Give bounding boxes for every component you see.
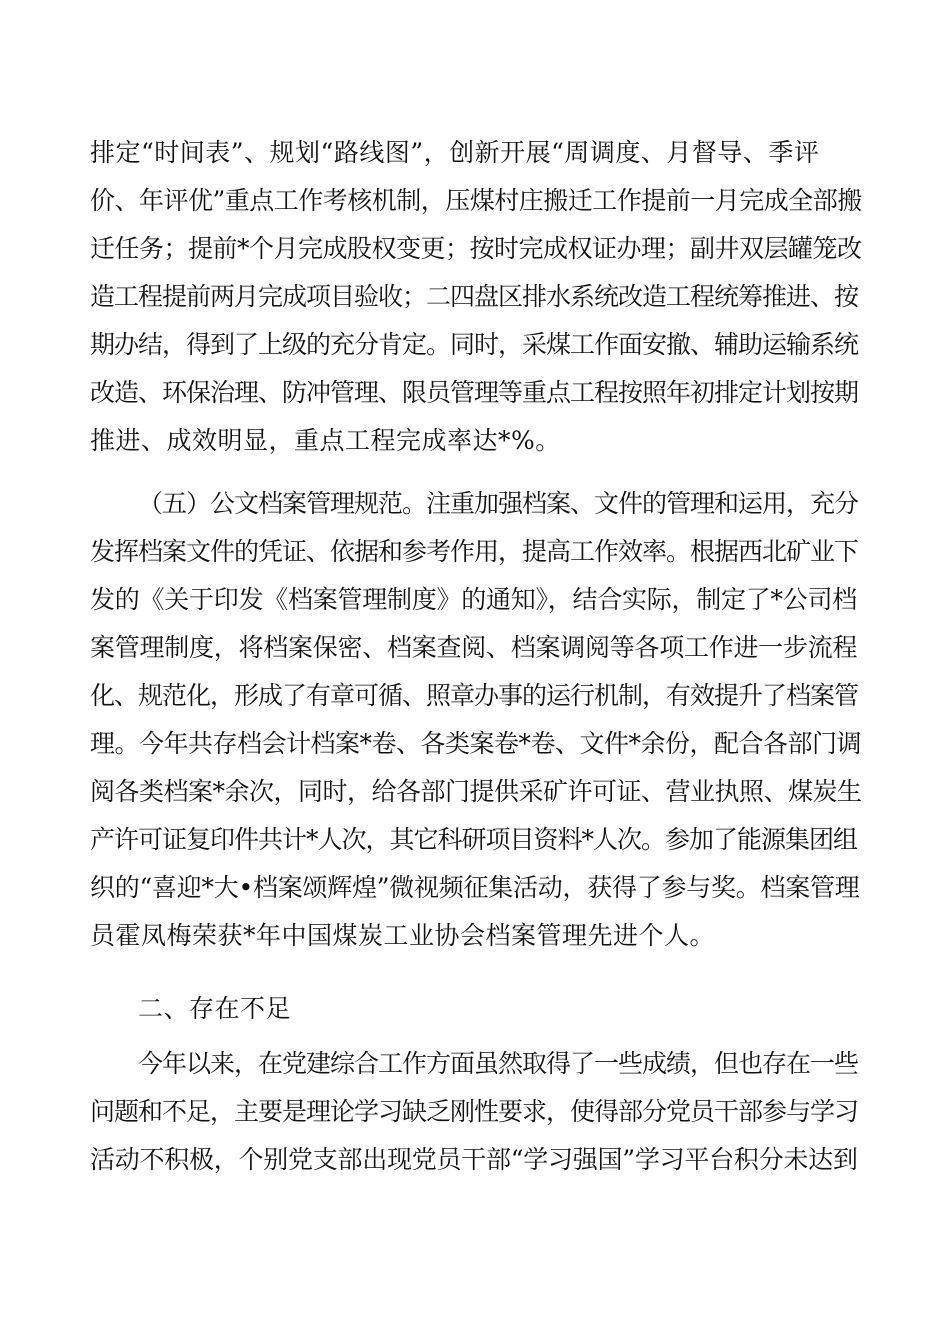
paragraph-line: 推进、成效明显，重点工程完成率达*%。 [90, 426, 561, 455]
paragraph-line: 发的《关于印发《档案管理制度》的通知》，结合实际，制定了*公司档 [90, 585, 858, 614]
paragraph-line: 织的“喜迎*大•档案颂辉煌”微视频征集活动，获得了参与奖。档案管理 [90, 873, 860, 902]
paragraph-line: 阅各类档案*余次，同时，给各部门提供采矿许可证、营业执照、煤炭生 [90, 777, 862, 806]
paragraph-line: 期办结，得到了上级的充分肯定。同时，采煤工作面安撤、辅助运输系统 [90, 330, 859, 359]
paragraph-line: 活动不积极，个别党支部出现党员干部“学习强国”学习平台积分未达到 [90, 1145, 858, 1174]
paragraph-line: 造工程提前两月完成项目验收；二四盘区排水系统改造工程统筹推进、按 [90, 282, 859, 311]
paragraph-line: 案管理制度，将档案保密、档案查阅、档案调阅等各项工作进一步流程 [90, 633, 858, 662]
paragraph-line: 迁任务；提前*个月完成股权变更；按时完成权证办理；副井双层罐笼改 [90, 234, 862, 263]
paragraph-line: 排定“时间表”、规划“路线图”，创新开展“周调度、月督导、季评 [90, 138, 820, 167]
section-heading: 二、存在不足 [138, 994, 292, 1023]
paragraph-line: 产许可证复印件共计*人次，其它科研项目资料*人次。参加了能源集团组 [90, 825, 858, 854]
section-heading-line: （五）公文档案管理规范。注重加强档案、文件的管理和运用，充分 [138, 489, 859, 518]
paragraph-line: 今年以来，在党建综合工作方面虽然取得了一些成绩，但也存在一些 [138, 1049, 859, 1078]
paragraph-line: 理。今年共存档会计档案*卷、各类案卷*卷、文件*余份，配合各部门调 [90, 729, 862, 758]
paragraph-line: 员霍凤梅荣获*年中国煤炭工业协会档案管理先进个人。 [90, 921, 716, 950]
paragraph-line: 发挥档案文件的凭证、依据和参考作用，提高工作效率。根据西北矿业下 [90, 537, 859, 566]
paragraph-line: 改造、环保治理、防冲管理、限员管理等重点工程按照年初排定计划按期 [90, 378, 859, 407]
paragraph-line: 化、规范化，形成了有章可循、照章办事的运行机制，有效提升了档案管 [90, 681, 859, 710]
paragraph-line: 价、年评优”重点工作考核机制，压煤村庄搬迁工作提前一月完成全部搬 [90, 186, 862, 215]
paragraph-line: 问题和不足，主要是理论学习缺乏刚性要求，使得部分党员干部参与学习 [90, 1097, 859, 1126]
